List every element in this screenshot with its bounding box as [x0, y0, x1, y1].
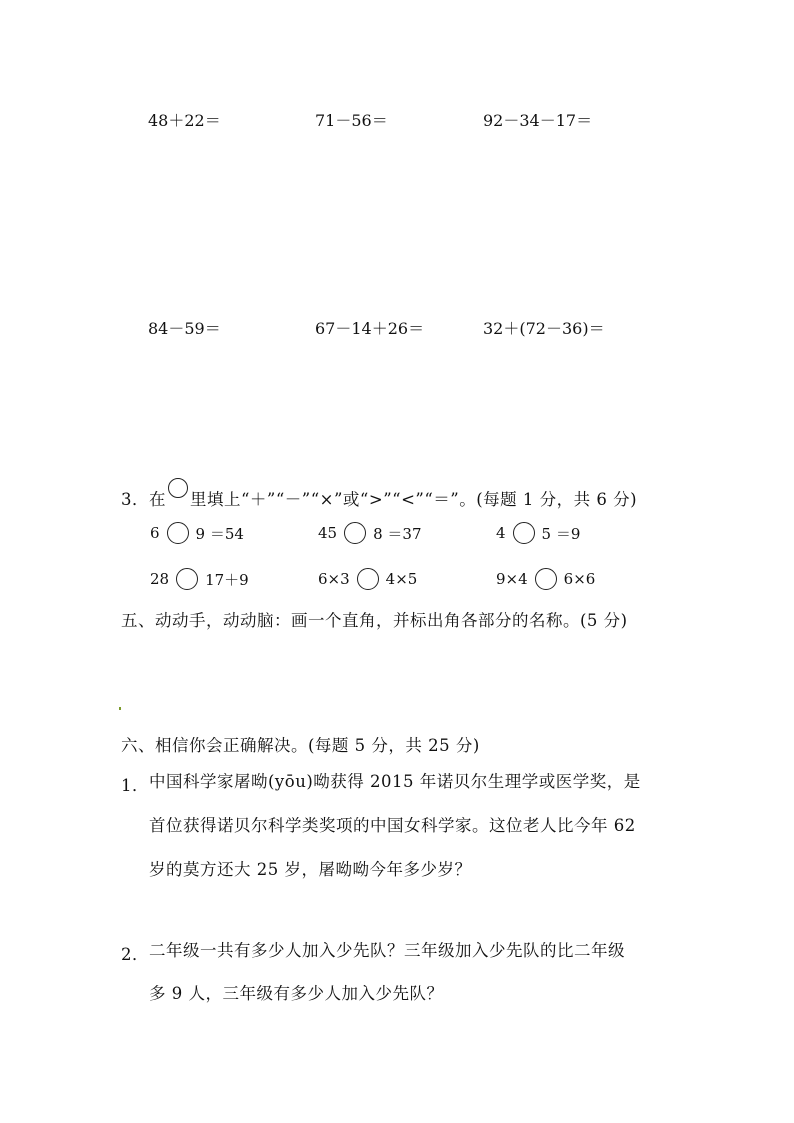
question-text-after: 里填上“＋”“－”“×”或“>”“<”“＝”。(每题 1 分，共 6 分) — [190, 490, 638, 509]
comparison-left: 45 — [318, 524, 338, 542]
comparison-item — [318, 522, 422, 544]
comparison-item — [318, 568, 417, 590]
comparison-item — [496, 568, 595, 590]
answer-circle[interactable] — [167, 522, 189, 544]
comparison-left: 6 — [150, 524, 160, 542]
comparison-right: 4×5 — [385, 570, 418, 588]
question-3-instruction — [121, 486, 637, 510]
comparison-right: 5 ＝9 — [541, 524, 581, 543]
comparison-left: 4 — [496, 524, 506, 542]
comparison-right: 17＋9 — [205, 570, 249, 589]
comparison-left: 9×4 — [496, 570, 528, 588]
comparison-left: 28 — [150, 570, 170, 588]
calc-expression: 32＋(72－36)＝ — [483, 319, 605, 338]
answer-circle[interactable] — [176, 568, 198, 590]
comparison-item — [150, 522, 244, 544]
answer-circle[interactable] — [535, 568, 557, 590]
problem-1-line: 中国科学家屠呦(yōu)呦获得 2015 年诺贝尔生理学或医学奖，是 — [149, 772, 641, 791]
comparison-item — [150, 568, 249, 590]
question-text-before: 在 — [149, 490, 166, 509]
calc-expression: 71－56＝ — [315, 111, 388, 130]
stray-mark — [119, 707, 121, 710]
answer-circle[interactable] — [344, 522, 366, 544]
problem-2-line: 多 9 人，三年级有多少人加入少先队？ — [149, 984, 444, 1003]
section-6-title: 六、相信你会正确解决。(每题 5 分，共 25 分) — [121, 736, 480, 755]
calc-expression: 48＋22＝ — [148, 111, 221, 130]
problem-1-line: 岁的莫方还大 25 岁，屠呦呦今年多少岁？ — [149, 860, 472, 879]
problem-2-line: 二年级一共有多少人加入少先队？三年级加入少先队的比二年级 — [149, 941, 625, 960]
answer-circle[interactable] — [513, 522, 535, 544]
comparison-left: 6×3 — [318, 570, 350, 588]
problem-1-line: 首位获得诺贝尔科学类奖项的中国女科学家。这位老人比今年 62 — [149, 816, 636, 835]
answer-circle[interactable] — [357, 568, 379, 590]
problem-1-number: 1． — [121, 776, 149, 795]
calc-expression: 84－59＝ — [148, 319, 221, 338]
calc-expression: 92－34－17＝ — [483, 111, 593, 130]
question-number: 3． — [121, 490, 149, 509]
comparison-right: 8 ＝37 — [373, 524, 422, 543]
problem-2-number: 2． — [121, 945, 149, 964]
comparison-right: 6×6 — [563, 570, 596, 588]
calc-expression: 67－14＋26＝ — [315, 319, 425, 338]
blank-circle-icon — [168, 478, 188, 498]
comparison-right: 9 ＝54 — [195, 524, 244, 543]
comparison-item — [496, 522, 580, 544]
section-5-title: 五、动动手，动动脑：画一个直角，并标出角各部分的名称。(5 分) — [121, 611, 628, 630]
